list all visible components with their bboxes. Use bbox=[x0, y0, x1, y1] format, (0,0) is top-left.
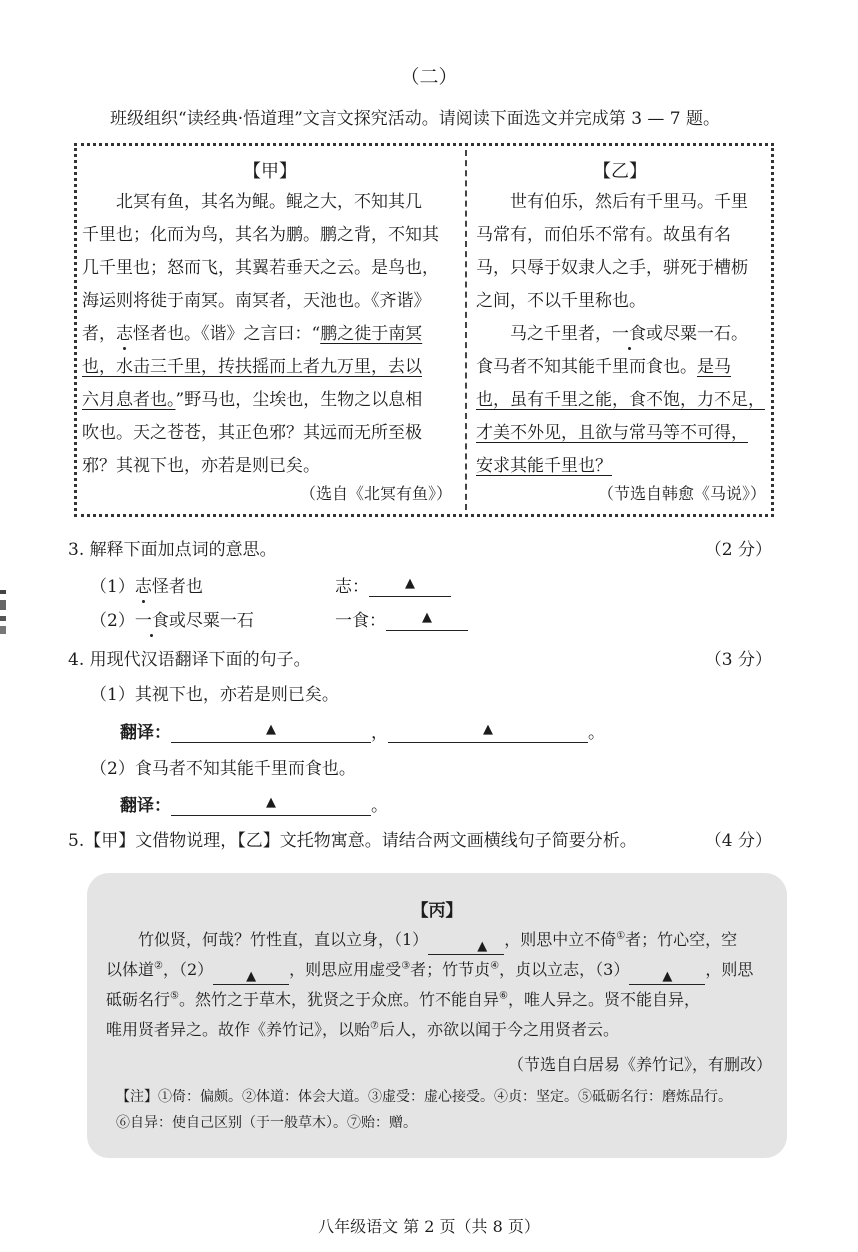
underlined-sentence: 也，水击三千里，抟扶摇而上者九万里，去以 bbox=[82, 357, 422, 377]
answer-blank[interactable] bbox=[213, 962, 289, 985]
annotation-line: 【注】①倚：偏颇。②体道：体会大道。③虚受：虚心接受。④贞：坚定。⑤砥砺名行：磨炼品行。 bbox=[116, 1089, 732, 1105]
answer-blank[interactable] bbox=[386, 608, 468, 631]
answer-blank[interactable] bbox=[629, 962, 705, 985]
question-3-points: （2 分） bbox=[704, 540, 772, 560]
passage-yi-heading: 【乙】 bbox=[593, 161, 647, 182]
passage-jia-line: 邪？其视下也，亦若是则已矣。 bbox=[82, 456, 320, 476]
question-4-translation-1: 翻译： ▲ ， ▲ 。 bbox=[120, 722, 605, 743]
passage-bing-source: （节选自白居易《养竹记》，有删改） bbox=[507, 1055, 772, 1074]
passage-jia-line: 吹也。天之苍苍，其正色邪？其远而无所至极 bbox=[82, 423, 422, 443]
question-5-points: （4 分） bbox=[704, 831, 772, 851]
passage-jia-heading: 【甲】 bbox=[243, 161, 297, 182]
annotation-line: ⑥自异：使自己区别（于一般草木）。⑦贻：赠。 bbox=[116, 1115, 417, 1131]
dotted-word-yishi: 一食 bbox=[612, 324, 646, 344]
binding-edge-mark bbox=[0, 588, 8, 638]
triangle-icon: ▲ bbox=[422, 610, 432, 625]
triangle-icon: ▲ bbox=[266, 795, 276, 810]
passage-jia-line: 海运则将徙于南冥。南冥者，天池也。《齐谐》 bbox=[82, 291, 431, 311]
question-3-item-2: （2）一食或尽粟一石 bbox=[90, 611, 254, 631]
passage-yi bbox=[476, 186, 772, 483]
passage-bing-line: 唯用贤者异之。故作《养竹记》，以贻⑦后人，亦欲以闻于今之用贤者云。 bbox=[106, 1020, 619, 1039]
passage-bing-line: 以体道②，（2） ▲ ，则思应用虚受③者；竹节贞④，贞以立志，（3） ▲ ，则思 bbox=[106, 960, 754, 984]
passage-jia-line: 六月息者也。”野马也，尘埃也，生物之以息相 bbox=[82, 390, 423, 410]
triangle-icon: ▲ bbox=[662, 969, 673, 984]
question-4-text: 4. 用现代汉语翻译下面的句子。 bbox=[68, 650, 311, 670]
passage-bing bbox=[106, 925, 776, 1045]
question-4-translation-2: 翻译： ▲ 。 bbox=[120, 795, 388, 816]
answer-blank[interactable] bbox=[369, 574, 451, 597]
underlined-sentence: 才美不外见，且欲与常马等不可得， bbox=[476, 423, 748, 443]
question-4-sentence-1: （1）其视下也，亦若是则已矣。 bbox=[90, 685, 339, 705]
passage-jia-line: 北冥有鱼，其名为鲲。鲲之大，不知其几 bbox=[116, 192, 422, 212]
dotted-word: 一食 bbox=[134, 611, 169, 631]
dotted-word-zhi: 志 bbox=[116, 324, 133, 344]
underlined-sentence: 六月息者也。 bbox=[82, 390, 176, 410]
answer-blank[interactable] bbox=[428, 932, 504, 955]
answer-blank[interactable] bbox=[388, 720, 588, 743]
question-5-text: 5.【甲】文借物说理，【乙】文托物寓意。请结合两文画横线句子简要分析。 bbox=[68, 831, 637, 851]
underlined-sentence: 安求其能千里也？ bbox=[476, 456, 612, 476]
question-4-sentence-2: （2）食马者不知其能千里而食也。 bbox=[90, 759, 356, 779]
passage-yi-line: 世有伯乐，然后有千里马。千里 bbox=[510, 192, 748, 212]
triangle-icon: ▲ bbox=[246, 969, 257, 984]
passage-jia-line: 者，志怪者也。《谐》之言曰：“鹏之徙于南冥 bbox=[82, 324, 423, 344]
underlined-sentence: 鹏之徙于南冥 bbox=[320, 324, 423, 344]
passage-jia bbox=[82, 186, 462, 483]
answer-blank[interactable] bbox=[171, 720, 371, 743]
triangle-icon: ▲ bbox=[483, 722, 493, 737]
passage-yi-line: 之间，不以千里称也。 bbox=[476, 291, 646, 311]
question-3-item-1: （1）志怪者也 bbox=[90, 577, 203, 597]
passage-yi-line: 马，只辱于奴隶人之手，骈死于槽枥 bbox=[476, 258, 748, 278]
answer-blank[interactable] bbox=[171, 793, 371, 816]
triangle-icon: ▲ bbox=[477, 939, 488, 954]
passage-bing-line: 竹似贤，何哉？竹性直，直以立身，（1） ▲ ，则思中立不倚①者；竹心空，空 bbox=[138, 930, 738, 954]
passage-jia-line: 千里也；化而为鸟，其名为鹏。鹏之背，不知其 bbox=[82, 225, 439, 245]
dotted-word: 志 bbox=[134, 577, 152, 597]
passage-yi-line: 马常有，而伯乐不常有。故虽有名 bbox=[476, 225, 731, 245]
passage-yi-line: 食马者不知其能千里而食也。是马 bbox=[476, 357, 731, 377]
underlined-sentence: 是马 bbox=[697, 357, 731, 377]
page-footer: 八年级语文 第 2 页（共 8 页） bbox=[318, 1217, 540, 1236]
passage-bing-heading: 【丙】 bbox=[411, 901, 463, 921]
question-3-answer-2: 一食： ▲ bbox=[335, 606, 468, 631]
question-3-text: 3. 解释下面加点词的意思。 bbox=[68, 540, 277, 560]
passage-bing-line: 砥砺名行⑤。然竹之于草木，犹贤之于众庶。竹不能自异⑥，唯人异之。贤不能自异， bbox=[106, 990, 700, 1009]
passage-jia-line: 几千里也；怒而飞，其翼若垂天之云。是鸟也， bbox=[82, 258, 439, 278]
passage-jia-source: （选自《北冥有鱼》） bbox=[299, 484, 452, 503]
section-title: （二） bbox=[400, 66, 458, 88]
triangle-icon: ▲ bbox=[266, 722, 276, 737]
passage-yi-line: 马之千里者，一食或尽粟一石。 bbox=[510, 324, 748, 344]
triangle-icon: ▲ bbox=[405, 576, 415, 591]
annotation-notes bbox=[116, 1084, 780, 1136]
question-3-answer-1: 志： ▲ bbox=[335, 572, 451, 597]
question-4-points: （3 分） bbox=[704, 650, 772, 670]
underlined-sentence: 也，虽有千里之能，食不饱，力不足， bbox=[476, 390, 765, 410]
instruction-text: 班级组织“读经典·悟道理”文言文探究活动。请阅读下面选文并完成第 3 — 7 题。 bbox=[110, 109, 721, 129]
passage-divider bbox=[465, 150, 467, 510]
passage-yi-source: （节选自韩愈《马说》） bbox=[597, 484, 766, 503]
